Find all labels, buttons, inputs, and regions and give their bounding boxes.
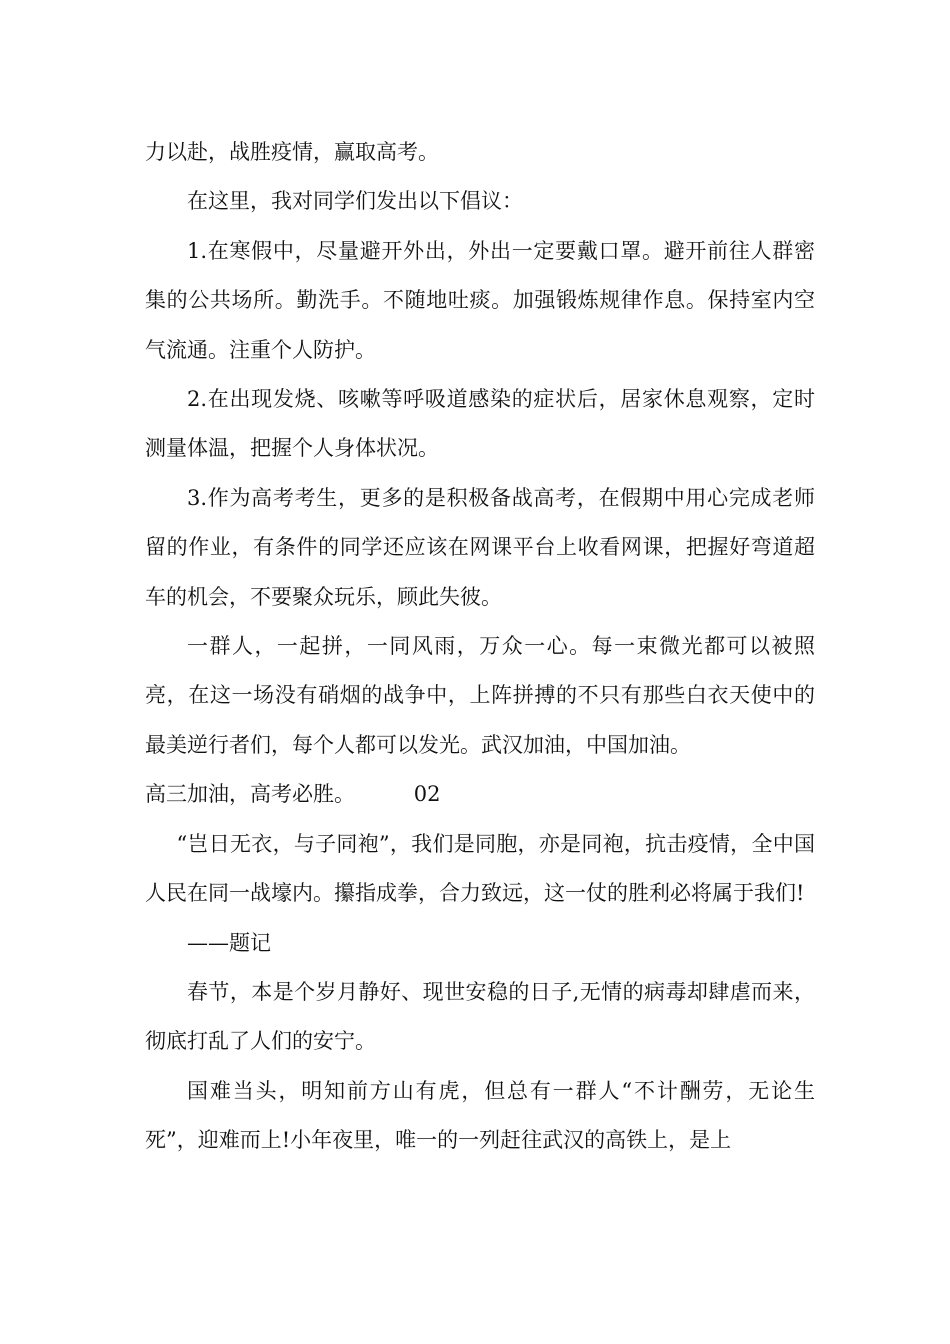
paragraph-10: 春节，本是个岁月静好、现世安稳的日子,无情的病毒却肆虐而来，彻底打乱了人们的安宁。 (145, 979, 815, 1054)
paragraph-11: 国难当头，明知前方山有虎，但总有一群人“不计酬劳，无论生死”，迎难而上!小年夜里，唯一的一列赶往武汉的高铁上，是上 (145, 1078, 815, 1153)
paragraph-8: “岂日无衣，与子同袍”，我们是同胞，亦是同袍，抗击疫情，全中国人民在同一战壕内。攥指成拳，合力致远，这一仗的胜利必将属于我们! (145, 831, 815, 906)
paragraph-7 (145, 770, 815, 819)
paragraph-3: 1.在寒假中，尽量避开外出，外出一定要戴口罩。避开前往人群密集的公共场所。勤洗手。不随地吐痰。加强锻炼规律作息。保持室内空气流通。注重个人防护。 (145, 238, 815, 362)
paragraph-5: 3.作为高考考生，更多的是积极备战高考，在假期中用心完成老师留的作业，有条件的同学还应该在网课平台上收看网课，把握好弯道超车的机会，不要聚众玩乐，顾此失彼。 (145, 485, 815, 609)
paragraph-1: 力以赴，战胜疫情，赢取高考。 (145, 140, 439, 164)
paragraph-6: 一群人，一起拼，一同风雨，万众一心。每一束微光都可以被照亮，在这一场没有硝烟的战争中，上阵拼搏的不只有那些白衣天使中的最美逆行者们，每个人都可以发光。武汉加油，中国加油。 (145, 634, 815, 757)
document-body (145, 128, 815, 1166)
paragraph-9: ——题记 (187, 930, 271, 955)
paragraph-7-text: 高三加油，高考必胜。 (145, 782, 355, 807)
paragraph-4: 2.在出现发烧、咳嗽等呼吸道感染的症状后，居家休息观察，定时测量体温，把握个人身体状况。 (145, 387, 815, 461)
section-marker: 02 (413, 782, 441, 807)
paragraph-2: 在这里，我对同学们发出以下倡议： (187, 189, 523, 214)
